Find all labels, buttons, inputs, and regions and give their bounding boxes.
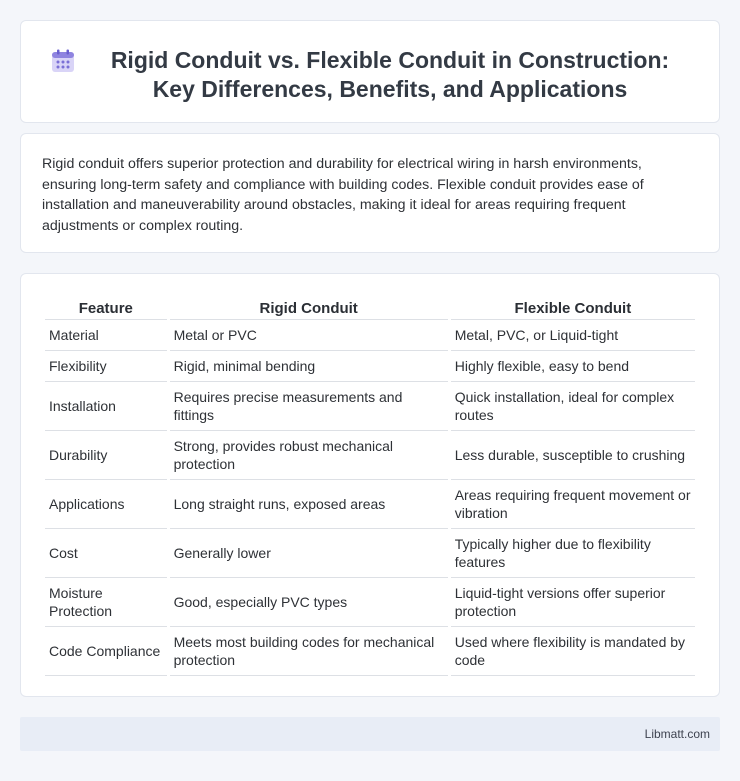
flexible-cell: Typically higher due to flexibility features	[451, 529, 695, 578]
rigid-cell: Generally lower	[170, 529, 448, 578]
table-header-row	[45, 294, 695, 320]
feature-cell: Applications	[45, 480, 167, 529]
feature-cell: Flexibility	[45, 351, 167, 382]
header-feature: Feature	[45, 294, 167, 320]
intro-paragraph: Rigid conduit offers superior protection and durability for electrical wiring in harsh environments, ensuring long-term safety and compliance with building codes. Flexible conduit provides ease of installation and maneuverability around obstacles, making it ideal for areas requiring frequent adjustments or complex routing.	[42, 156, 644, 234]
footer	[20, 717, 720, 751]
rigid-cell: Metal or PVC	[170, 320, 448, 351]
table-row	[45, 627, 695, 676]
rigid-cell: Meets most building codes for mechanical protection	[170, 627, 448, 676]
rigid-cell: Good, especially PVC types	[170, 578, 448, 627]
table-row	[45, 480, 695, 529]
flexible-cell: Liquid-tight versions offer superior protection	[451, 578, 695, 627]
table-row	[45, 578, 695, 627]
feature-cell: Durability	[45, 431, 167, 480]
rigid-cell: Strong, provides robust mechanical protection	[170, 431, 448, 480]
rigid-cell: Requires precise measurements and fittings	[170, 382, 448, 431]
header-flexible: Flexible Conduit	[451, 294, 695, 320]
flexible-cell: Metal, PVC, or Liquid-tight	[451, 320, 695, 351]
feature-cell: Code Compliance	[45, 627, 167, 676]
flexible-cell: Used where flexibility is mandated by code	[451, 627, 695, 676]
table-row	[45, 320, 695, 351]
comparison-table	[42, 294, 698, 676]
table-row	[45, 351, 695, 382]
flexible-cell: Less durable, susceptible to crushing	[451, 431, 695, 480]
feature-cell: Material	[45, 320, 167, 351]
page-title: Rigid Conduit vs. Flexible Conduit in Construction: Key Differences, Benefits, and Applications	[110, 47, 670, 102]
feature-cell: Moisture Protection	[45, 578, 167, 627]
footer-site-link[interactable]: Libmatt.com	[644, 727, 710, 741]
header-rigid: Rigid Conduit	[170, 294, 448, 320]
table-row	[45, 529, 695, 578]
flexible-cell: Quick installation, ideal for complex routes	[451, 382, 695, 431]
rigid-cell: Long straight runs, exposed areas	[170, 480, 448, 529]
table-row	[45, 382, 695, 431]
calendar-grid-icon	[50, 48, 76, 74]
flexible-cell: Areas requiring frequent movement or vibration	[451, 480, 695, 529]
rigid-cell: Rigid, minimal bending	[170, 351, 448, 382]
flexible-cell: Highly flexible, easy to bend	[451, 351, 695, 382]
table-row	[45, 431, 695, 480]
comparison-card	[20, 273, 720, 697]
intro-card	[20, 133, 720, 253]
feature-cell: Installation	[45, 382, 167, 431]
title-card	[20, 20, 720, 123]
feature-cell: Cost	[45, 529, 167, 578]
